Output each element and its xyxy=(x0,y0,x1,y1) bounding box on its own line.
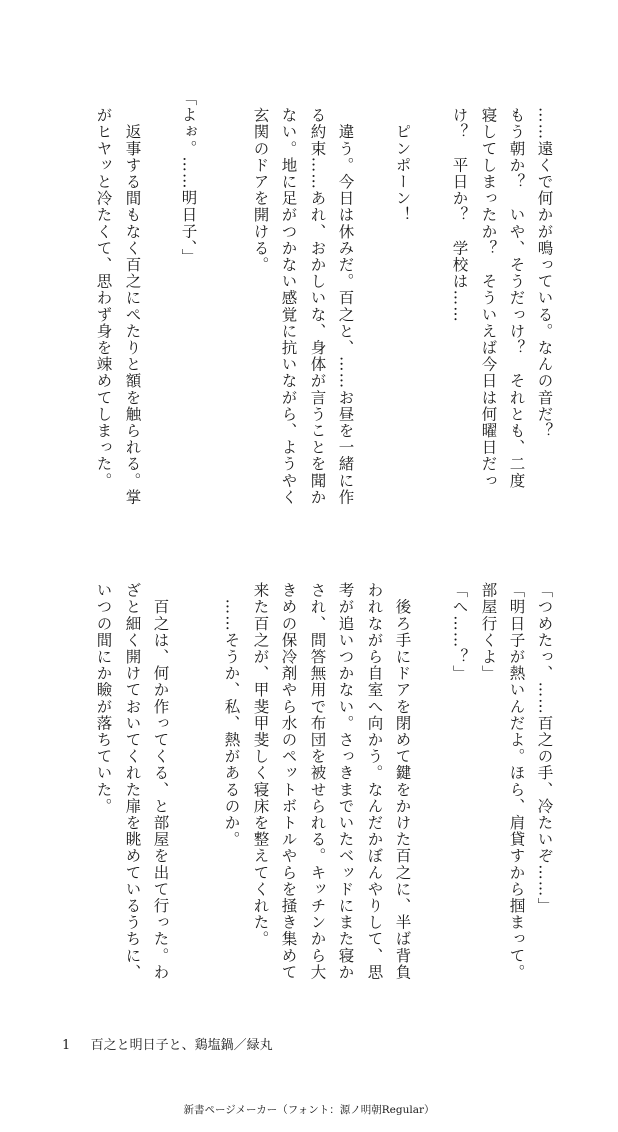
page-footer xyxy=(62,1034,273,1053)
text-column: 来た百之が、甲斐甲斐しく寝床を整えてくれた。 xyxy=(251,582,270,948)
text-column: がヒヤッと冷たくて、思わず身を竦めてしまった。 xyxy=(94,107,113,489)
text-column: 違う。今日は休みだ。百之と、……お昼を一緒に作 xyxy=(336,107,355,506)
text-column: 「つめたっ、……百之の手、冷たいぞ……」 xyxy=(535,582,554,914)
text-column: 「よぉ。……明日子、」 xyxy=(179,90,198,265)
text-column: 「明日子が熱いんだよ。ほら、肩貸すから掴まって。 xyxy=(507,582,526,981)
text-column: る約束……あれ、おかしいな、身体が言うことを聞か xyxy=(308,107,327,506)
text-column: ピンポーン！ xyxy=(393,107,412,224)
text-column: もう朝か？ いや、そうだっけ？ それとも、二度 xyxy=(507,107,526,489)
text-column: ……そうか、私、熱があるのか。 xyxy=(222,582,241,848)
page-number: 1 xyxy=(62,1038,71,1053)
text-column: 玄関のドアを開ける。 xyxy=(251,107,270,273)
text-column: 百之は、何か作ってくる、と部屋を出て行った。わ xyxy=(151,582,170,981)
text-column: 部屋行くよ」 xyxy=(479,582,498,682)
text-column: され、問答無用で布団を被せられる。キッチンから大 xyxy=(308,582,327,981)
text-column: 寝してしまったか？ そういえば今日は何曜日だっ xyxy=(479,107,498,489)
text-column: われながら自室へ向かう。なんだかぼんやりして、思 xyxy=(365,582,384,981)
text-column: け？ 平日か？ 学校は…… xyxy=(450,107,469,323)
text-column: ない。地に足がつかない感覚に抗いながら、ようやく xyxy=(279,107,298,506)
text-column: 返事する間もなく百之にぺたりと額を触られる。掌 xyxy=(123,107,142,506)
text-column: 後ろ手にドアを閉めて鍵をかけた百之に、半ば背負 xyxy=(393,582,412,981)
work-title: 百之と明日子と、鶏塩鍋／緑丸 xyxy=(90,1038,273,1053)
text-column: ざと細く開けておいてくれた扉を眺めているうちに、 xyxy=(123,582,142,981)
text-column: ……遠くで何かが鳴っている。なんの音だ？ xyxy=(535,107,554,439)
text-column: きめの保冷剤やら水のペットボトルやらを掻き集めて xyxy=(279,582,298,981)
maker-credit: 新書ページメーカー（フォント：源ノ明朝Regular） xyxy=(183,1104,435,1116)
text-column: 考が追いつかない。さっきまでいたベッドにまた寝か xyxy=(336,582,355,981)
text-column: 「へ……？」 xyxy=(450,582,469,682)
text-column: いつの間にか瞼が落ちていた。 xyxy=(94,582,113,815)
